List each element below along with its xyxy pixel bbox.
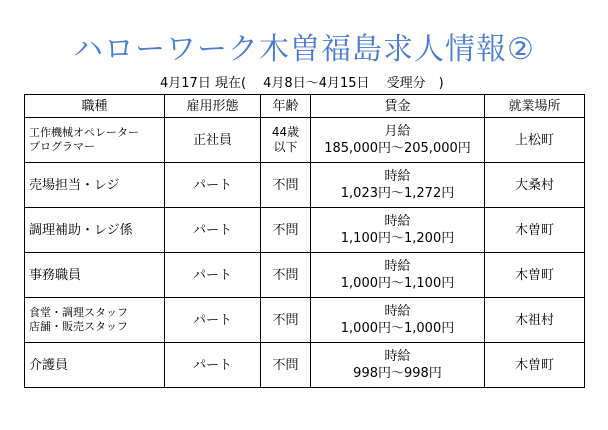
work-location-cell: 上松町 bbox=[485, 118, 585, 163]
wage-range: 998円～998円 bbox=[353, 366, 442, 381]
wage-cell bbox=[311, 298, 485, 343]
table-row bbox=[25, 118, 585, 163]
job-type-cell bbox=[25, 208, 165, 253]
age-cell bbox=[261, 118, 311, 163]
wage-cell bbox=[311, 163, 485, 208]
wage-range: 1,023円～1,272円 bbox=[340, 186, 455, 201]
wage-range: 1,000円～1,000円 bbox=[340, 321, 455, 336]
age-line: 44歳 bbox=[271, 125, 300, 139]
job-type-line: 工作機械オペレーター bbox=[29, 126, 139, 139]
table-row bbox=[25, 343, 585, 388]
table-row bbox=[25, 253, 585, 298]
job-type-line: プログラマー bbox=[29, 140, 95, 153]
job-type-cell bbox=[25, 343, 165, 388]
job-type-line: 事務職員 bbox=[29, 267, 82, 283]
table-row bbox=[25, 208, 585, 253]
age-cell: 不問 bbox=[261, 253, 311, 298]
age-cell: 不問 bbox=[261, 298, 311, 343]
job-type-line: 調理補助・レジ係 bbox=[29, 222, 133, 238]
header-age: 年齢 bbox=[261, 95, 311, 118]
employment-type-cell: パート bbox=[165, 343, 261, 388]
wage-type: 時給 bbox=[384, 214, 411, 229]
work-location-cell: 木曽町 bbox=[485, 208, 585, 253]
header-employment-type: 雇用形態 bbox=[165, 95, 261, 118]
job-listings-table bbox=[24, 94, 585, 388]
header-wage: 賃金 bbox=[311, 95, 485, 118]
job-type-cell bbox=[25, 163, 165, 208]
table-row bbox=[25, 163, 585, 208]
age-cell: 不問 bbox=[261, 208, 311, 253]
page-title: ハローワーク木曽福島求人情報② bbox=[73, 32, 535, 67]
wage-range: 1,000円～1,100円 bbox=[340, 276, 455, 291]
job-type-line: 店舗・販売スタッフ bbox=[29, 320, 128, 333]
header-work-location: 就業場所 bbox=[485, 95, 585, 118]
wage-range: 1,100円～1,200円 bbox=[340, 231, 455, 246]
table-row bbox=[25, 298, 585, 343]
job-type-line: 食堂・調理スタッフ bbox=[29, 306, 128, 319]
job-type-line: 売場担当・レジ bbox=[29, 177, 120, 193]
wage-range: 185,000円～205,000円 bbox=[324, 141, 471, 156]
work-location-cell: 木曽町 bbox=[485, 343, 585, 388]
age-line: 以下 bbox=[273, 140, 298, 154]
wage-cell bbox=[311, 118, 485, 163]
wage-cell bbox=[311, 343, 485, 388]
job-type-cell bbox=[25, 253, 165, 298]
work-location-cell: 木祖村 bbox=[485, 298, 585, 343]
table-header-row bbox=[25, 95, 585, 118]
age-cell: 不問 bbox=[261, 343, 311, 388]
wage-type: 月給 bbox=[384, 124, 411, 139]
wage-type: 時給 bbox=[384, 349, 411, 364]
employment-type-cell: パート bbox=[165, 163, 261, 208]
wage-type: 時給 bbox=[384, 169, 411, 184]
wage-cell bbox=[311, 253, 485, 298]
employment-type-cell: パート bbox=[165, 298, 261, 343]
job-type-line: 介護員 bbox=[29, 357, 69, 373]
employment-type-cell: 正社員 bbox=[165, 118, 261, 163]
age-cell: 不問 bbox=[261, 163, 311, 208]
work-location-cell: 木曽町 bbox=[485, 253, 585, 298]
job-type-cell bbox=[25, 298, 165, 343]
wage-type: 時給 bbox=[384, 304, 411, 319]
employment-type-cell: パート bbox=[165, 253, 261, 298]
job-type-cell bbox=[25, 118, 165, 163]
employment-type-cell: パート bbox=[165, 208, 261, 253]
header-job-type: 職種 bbox=[25, 95, 165, 118]
wage-type: 時給 bbox=[384, 259, 411, 274]
wage-cell bbox=[311, 208, 485, 253]
work-location-cell: 大桑村 bbox=[485, 163, 585, 208]
date-range-subtitle: 4月17日 現在( 4月8日～4月15日 受理分 ) bbox=[160, 76, 444, 91]
